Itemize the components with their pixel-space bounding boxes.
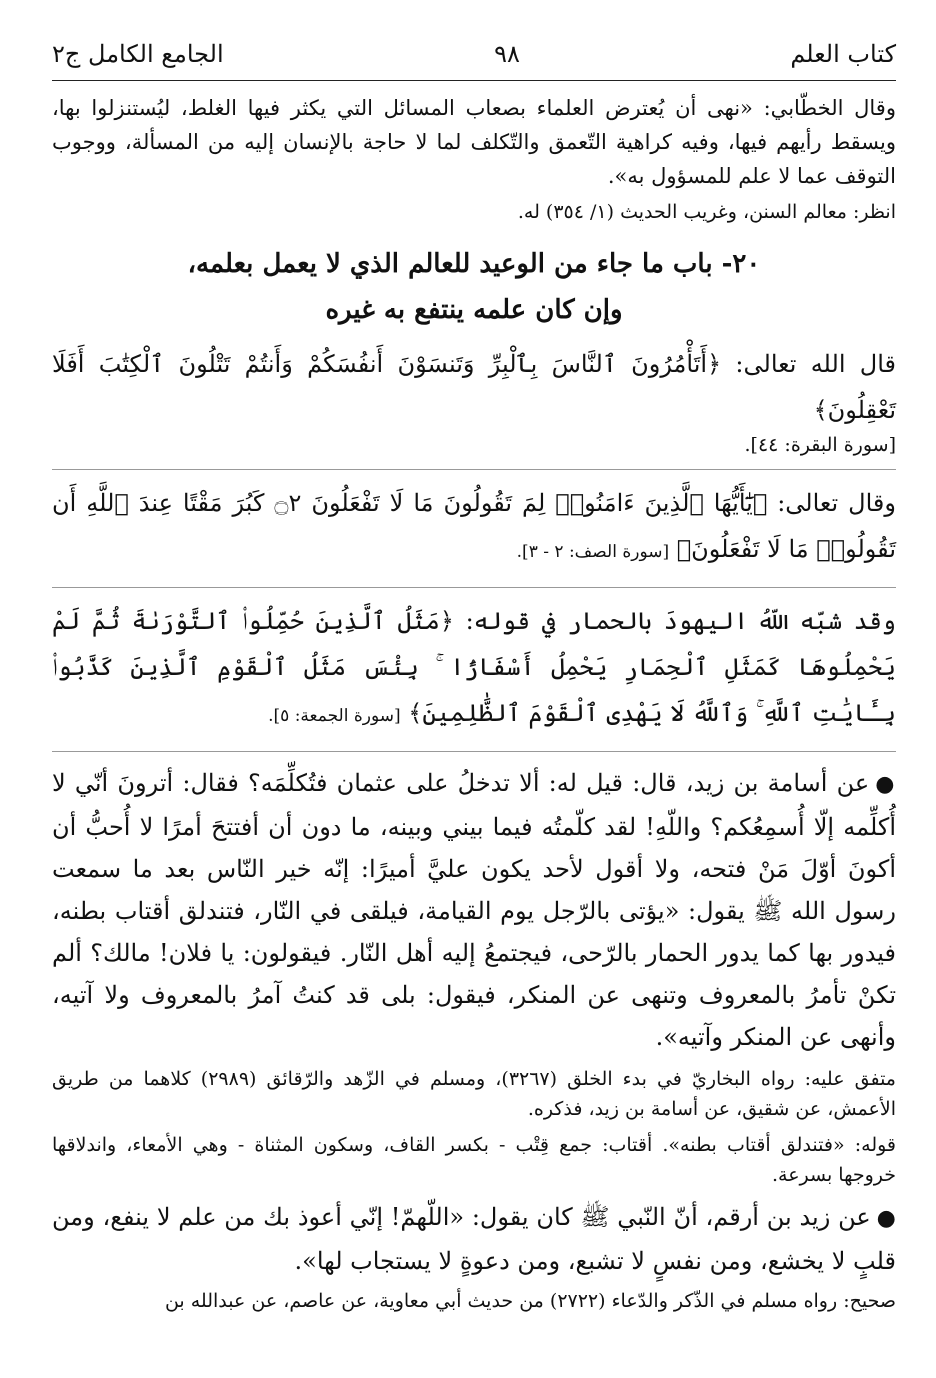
- book-page: [52, 40, 896, 1316]
- hadith-text: ●عن زيد بن أرقم، أنّ النّبي ﷺ كان يقول: «اللّهمّ! إنّي أعوذ بك من علم لا ينفع، ومن قلبٍ لا يخشع، ومن نفسٍ لا تشبع، ومن دعوةٍ لا يستجاب لها».: [52, 1203, 897, 1275]
- hadith-text: ●عن أسامة بن زيد، قال: قيل له: ألا تدخلُ على عثمان فتُكلِّمَه؟ فقال: أترونَ أنّي لا أُكلِّمه إلّا أُسمِعُكم؟ واللّهِ! لقد كلّمتُه فيما بيني وبينه، ما دون أن أفتتحَ أمرًا لا أُحبُّ أن أكونَ أوّلَ مَنْ فتحه، ولا أقول لأحد يكون عليَّ أميرًا: إنّه خير النّاس بعد ما سمعت رسول الله ﷺ يقول: «يؤتى بالرّجل يوم القيامة، فيلقى في النّار، فتندلق أقتاب بطنه، فيدور بها كما يدور الحمار بالرّحى، فيجتمعُ إليه أهل النّار. فيقولون: يا فلان! مالك؟ ألم تكنْ تأمرُ بالمعروف وتنهى عن المنكر، فيقول: بلى قد كنتُ آمرُ بالمعروف ولا آتيه، وأنهى عن المنكر وآتيه».: [52, 769, 896, 1051]
- verse-block-2: [52, 480, 896, 575]
- verse-text: قال الله تعالى: ﴿أَتَأْمُرُونَ ٱلنَّاسَ بِٱلْبِرِّ وَتَنسَوْنَ أَنفُسَكُمْ وَأَنتُمْ تَتْلُونَ ٱلْكِتَٰبَ أَفَلَا تَعْقِلُونَ﴾: [52, 350, 896, 424]
- khattabi-quote: وقال الخطّابي: «نهى أن يُعترض العلماء بصعاب المسائل التي يكثر فيها الغلط، ليُستنزلوا بها، ويسقط رأيهم فيها، وفيه كراهية التّعمق والتّكلف لما لا حاجة بالإنسان إليه من المسألة، ووجوب التوقف عما لا علم للمسؤول به».: [52, 96, 896, 188]
- divider: [52, 469, 896, 470]
- running-header: [52, 40, 896, 81]
- hadith-takhrij: متفق عليه: رواه البخاريّ في بدء الخلق (٣٢٦٧)، ومسلم في الزّهد والرّقائق (٢٩٨٩) كلاهما من طريق الأعمش، عن شقيق، عن أسامة بن زيد، فذكره.: [52, 1068, 896, 1120]
- verse-block-1: [52, 341, 896, 457]
- bullet-icon: ●: [876, 1206, 897, 1231]
- khattabi-reference: انظر: معالم السنن، وغريب الحديث (١/ ٣٥٤) له.: [517, 201, 896, 223]
- volume-title: الجامع الكامل ج٢: [52, 40, 224, 68]
- chapter-title-line1: ٢٠- باب ما جاء من الوعيد للعالم الذي لا يعمل بعلمه،: [187, 249, 761, 279]
- chapter-title-line2: وإن كان علمه ينتفع به غيره: [325, 295, 623, 325]
- verse-text: وقد شبّه اللّهُ اليهودَ بالحمار في قوله: ﴿مَثَلُ ٱلَّذِينَ حُمِّلُوا۟ ٱلتَّوْرَىٰةَ ثُمَّ لَمْ يَحْمِلُوهَا كَمَثَلِ ٱلْحِمَارِ يَحْمِلُ أَسْفَارًۢا ۚ بِئْسَ مَثَلُ ٱلْقَوْمِ ٱلَّذِينَ كَذَّبُوا۟ بِـَٔايَٰتِ ٱللَّهِ ۚ وَٱللَّهُ لَا يَهْدِى ٱلْقَوْمَ ٱلظَّٰلِمِينَ﴾ [سورة الجمعة: ٥].: [52, 607, 896, 727]
- chapter-heading: [52, 241, 896, 333]
- divider: [52, 751, 896, 752]
- hadith-takhrij: صحيح: رواه مسلم في الذّكر والدّعاء (٢٧٢٢) من حديث أبي معاوية، عن عاصم، عن عبدالله بن: [164, 1290, 896, 1312]
- verse-source: [سورة البقرة: ٤٤].: [744, 434, 896, 456]
- verse-block-3: [52, 598, 896, 739]
- verse-source: [سورة الجمعة: ٥].: [268, 706, 401, 726]
- verse-source: [سورة الصف: ٢ - ٣].: [516, 542, 670, 562]
- book-title: كتاب العلم: [790, 40, 896, 68]
- page-number: ٩٨: [494, 40, 520, 68]
- divider: [52, 587, 896, 588]
- bullet-icon: ●: [875, 772, 896, 797]
- verse-text: وقال تعالى: ﴿يَٰٓأَيُّهَا ٱلَّذِينَ ءَامَنُوا۟ لِمَ تَقُولُونَ مَا لَا تَفْعَلُونَ ۝٢ كَبُرَ مَقْتًا عِندَ ٱللَّهِ أَن تَقُولُوا۟ مَا لَا تَفْعَلُونَ﴾ [سورة الصف: ٢ - ٣].: [52, 489, 896, 563]
- hadith-note: قوله: «فتندلق أقتاب بطنه». أقتاب: جمع قِتْب - بكسر القاف، وسكون المثناة - وهي الأمعاء، واندلاقها خروجها بسرعة.: [52, 1134, 897, 1186]
